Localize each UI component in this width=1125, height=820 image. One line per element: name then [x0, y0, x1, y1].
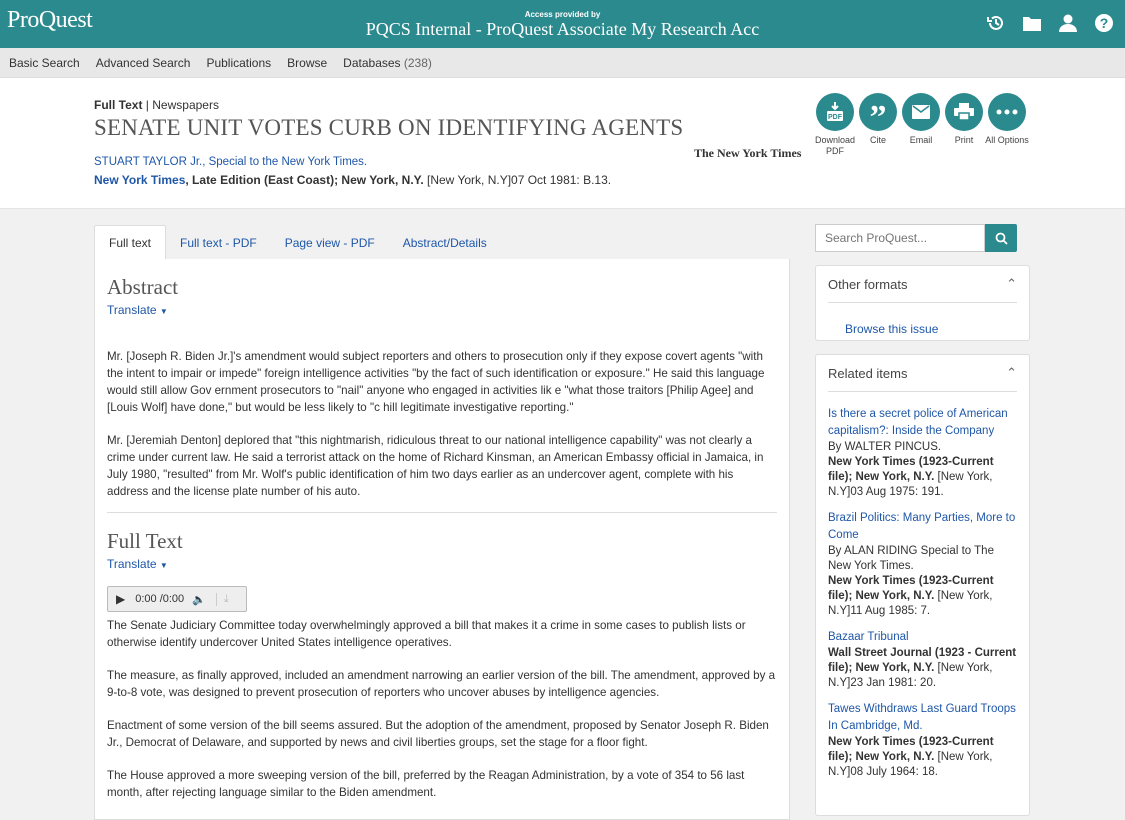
- other-formats-box: [815, 265, 1030, 341]
- download-pdf-label: Download PDF: [814, 135, 856, 156]
- full-text-heading: Full Text: [107, 529, 183, 553]
- tab-full-text[interactable]: Full text: [94, 225, 166, 259]
- source-edition: , Late Edition (East Coast); New York, N.Y.: [185, 173, 424, 187]
- chevron-down-icon: ▼: [159, 561, 168, 570]
- fulltext-label: Full Text: [94, 98, 143, 112]
- more-icon: [988, 93, 1026, 131]
- nav-browse[interactable]: Browse: [287, 55, 328, 70]
- quote-icon: ”: [859, 93, 897, 131]
- browse-issue-link[interactable]: Browse this issue: [845, 322, 939, 336]
- volume-icon[interactable]: 🔈: [192, 593, 206, 606]
- tab-page-view-pdf[interactable]: Page view - PDF: [284, 236, 375, 250]
- sidebar: [815, 224, 1030, 816]
- full-text-paragraph: Enactment of some version of the bill seems assured. But the adoption of the amendment, proposed by Senator Joseph R. Biden Jr., Democrat of Delaware, and supported by news and civil liberties groups, set the stage for a floor fight.: [107, 719, 769, 749]
- tab-abstract-details[interactable]: Abstract/Details: [402, 236, 487, 250]
- related-item: [828, 629, 1017, 691]
- chevron-down-icon: ▼: [159, 307, 168, 316]
- fulltext-translate-link[interactable]: [107, 557, 777, 571]
- top-icons: [985, 12, 1115, 34]
- chevron-up-icon: ⌃: [1006, 276, 1017, 291]
- user-icon[interactable]: [1057, 12, 1079, 34]
- related-item: [828, 701, 1017, 780]
- pdf-badge: PDF: [828, 114, 842, 121]
- related-item-date: [New York, N.Y]08 July 1964: 18.: [828, 751, 993, 778]
- full-text-paragraph: The measure, as finally approved, included an amendment narrowing an earlier version of the bill. The amendment, approved by a 9-to-8 vote, was designed to prevent prosecution of reporters who uncover abuses by intelligence agencies.: [107, 669, 776, 699]
- abstract-heading: Abstract: [107, 275, 179, 299]
- related-item-date: [New York, N.Y]23 Jan 1981: 20.: [828, 662, 993, 689]
- document-tabs: [94, 224, 790, 259]
- cite-label: Cite: [869, 135, 886, 145]
- publication-link[interactable]: New York Times: [94, 173, 186, 187]
- tab-full-text-pdf[interactable]: Full text - PDF: [180, 236, 257, 250]
- related-items-title: Related items: [828, 365, 908, 381]
- nav-databases[interactable]: [343, 56, 432, 70]
- all-options-label: All Options: [985, 135, 1029, 145]
- access-label: Access provided by: [524, 10, 601, 19]
- translate-label: Translate: [107, 557, 157, 571]
- download-pdf-button[interactable]: [816, 93, 854, 157]
- abstract-paragraph: Mr. [Joseph R. Biden Jr.]'s amendment would subject reporters and others to prosecution only if they expose covert agents "with the intent to impair or impede" foreign intelligence activities "by the fact of such identification or exposure." He said this language would still allow Gov ernment prosecutors to "nail" anyone who engaged in activities lik e "what those traitors [Philip Agee] and [Louis Wolf] have done," but would be less likely to "c hill legitimate investigative reporting.": [107, 350, 765, 414]
- history-icon[interactable]: [985, 12, 1007, 34]
- source-citation: [94, 173, 611, 187]
- related-item-title[interactable]: Bazaar Tribunal: [828, 631, 909, 643]
- download-pdf-icon: [816, 93, 854, 131]
- all-options-button[interactable]: [985, 93, 1029, 157]
- print-button[interactable]: [945, 93, 983, 157]
- email-button[interactable]: [902, 93, 940, 157]
- document-title: SENATE UNIT VOTES CURB ON IDENTIFYING AGENTS: [94, 115, 684, 140]
- source-type: Newspapers: [152, 98, 219, 112]
- proquest-logo[interactable]: ProQuest: [7, 7, 93, 33]
- related-item-byline: By WALTER PINCUS.: [828, 441, 942, 453]
- audio-download-icon[interactable]: ⤓: [216, 593, 229, 606]
- search-button[interactable]: [985, 224, 1017, 252]
- audio-player: [107, 586, 247, 612]
- nav-publications[interactable]: Publications: [206, 55, 272, 70]
- publisher-logo: The New York Times: [694, 146, 802, 160]
- printer-icon: [945, 93, 983, 131]
- related-item-byline: By ALAN RIDING Special to The New York Times.: [828, 545, 994, 572]
- related-item-source: New York Times (1923-Current file); New York, N.Y.: [828, 456, 994, 483]
- abstract-paragraph: Mr. [Jeremiah Denton] deplored that "this nightmarish, ridiculous threat to our national intelligence capability" was not clearly a crime under current law. He said a terrorist attack on the home of Richard Kinsman, an American Embassy official in Jamaica, in July 1980, "resulted" from Mr. Wolf's public identification of him two days earlier as an undercover agent, complete with his address and the license plate number of his auto.: [107, 434, 764, 498]
- other-formats-header[interactable]: [828, 266, 1017, 303]
- search-box: [815, 224, 1030, 252]
- nav-basic-search[interactable]: Basic Search: [9, 55, 80, 70]
- search-input[interactable]: [815, 224, 985, 252]
- related-item: [828, 406, 1017, 500]
- help-icon[interactable]: [1093, 12, 1115, 34]
- full-text-paragraph: The Senate Judiciary Committee today overwhelmingly approved a bill that makes it a crime in some cases to publish lists or otherwise identify undercover United States intelligence operatives.: [107, 619, 746, 649]
- related-item-title[interactable]: Brazil Politics: Many Parties, More to Come: [828, 512, 1016, 541]
- nav-databases-count: (238): [403, 55, 432, 70]
- document-header: [0, 78, 1125, 209]
- institution-name: PQCS Internal - ProQuest Associate My Research Acc: [365, 19, 760, 39]
- main-nav: [0, 48, 1125, 78]
- related-item-date: [New York, N.Y]11 Aug 1985: 7.: [828, 590, 993, 617]
- related-item: [828, 510, 1017, 619]
- folder-icon[interactable]: [1021, 12, 1043, 34]
- other-formats-title: Other formats: [828, 276, 908, 292]
- source-date: [New York, N.Y]07 Oct 1981: B.13.: [427, 173, 612, 187]
- type-separator: |: [145, 98, 149, 112]
- search-icon: [995, 232, 1008, 245]
- cite-button[interactable]: [859, 93, 897, 157]
- author-link[interactable]: STUART TAYLOR Jr., Special to the New York Times.: [94, 156, 368, 168]
- print-label: Print: [954, 135, 974, 145]
- related-items-header[interactable]: [828, 355, 1017, 392]
- document-type: [94, 98, 219, 112]
- main-content: [94, 224, 790, 820]
- related-item-source: New York Times (1923-Current file); New York, N.Y.: [828, 575, 994, 602]
- nav-advanced-search[interactable]: Advanced Search: [95, 55, 191, 70]
- related-item-date: [New York, N.Y]03 Aug 1975: 191.: [828, 471, 993, 498]
- svg-text:?: ?: [1099, 15, 1109, 31]
- related-items-box: [815, 354, 1030, 816]
- play-icon[interactable]: ▶: [116, 592, 126, 606]
- envelope-icon: [902, 93, 940, 131]
- chevron-up-icon: ⌃: [1006, 365, 1017, 380]
- abstract-translate-link[interactable]: [107, 303, 777, 317]
- full-text-paragraph: The House approved a more sweeping version of the bill, preferred by the Reagan Administration, by a vote of 354 to 56 last month, after rejecting language similar to the Biden amendment.: [107, 769, 745, 799]
- related-item-title[interactable]: Is there a secret police of American capitalism?: Inside the Company: [828, 408, 1008, 437]
- top-bar: [0, 0, 1125, 48]
- nav-databases-label: Databases: [343, 55, 401, 70]
- email-label: Email: [909, 135, 933, 145]
- audio-time: 0:00 /0:00: [135, 593, 185, 605]
- related-item-source: Wall Street Journal (1923 - Current file); New York, N.Y.: [828, 647, 1017, 674]
- translate-label: Translate: [107, 303, 157, 317]
- full-text-panel: [94, 259, 790, 820]
- related-item-title[interactable]: Tawes Withdraws Last Guard Troops In Cambridge, Md.: [828, 703, 1016, 732]
- related-item-source: New York Times (1923-Current file); New York, N.Y.: [828, 736, 994, 763]
- document-actions: [814, 93, 1029, 157]
